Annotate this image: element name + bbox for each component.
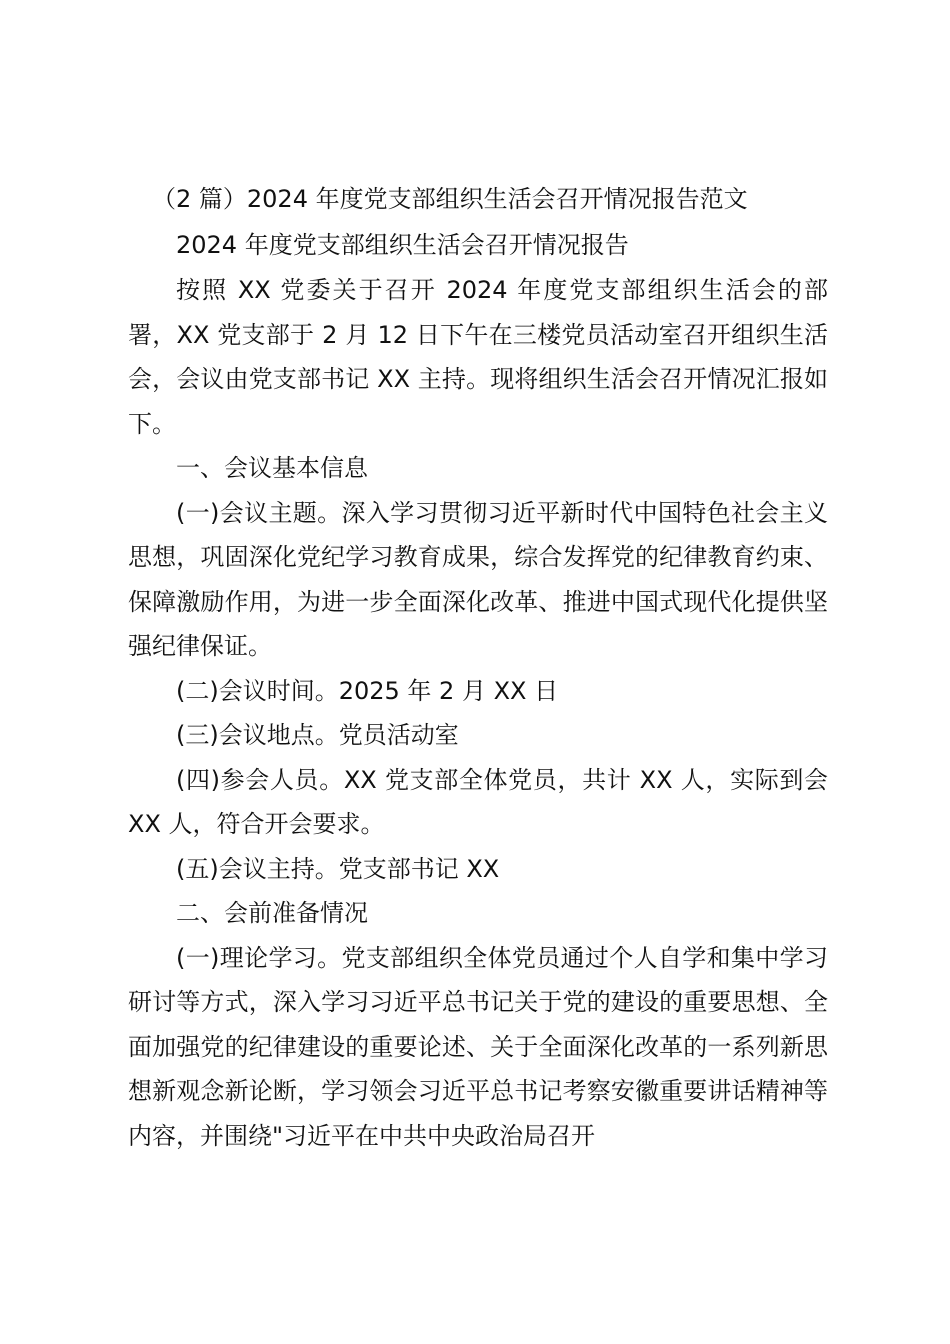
- meeting-theme-paragraph: (一)会议主题。深入学习贯彻习近平新时代中国特色社会主义思想，巩固深化党纪学习教育成果，综合发挥党的纪律教育约束、保障激励作用，为进一步全面深化改革、推进中国式现代化提供坚强纪律保证。: [128, 498, 828, 660]
- section-heading-preparation: 二、会前准备情况: [176, 899, 368, 927]
- meeting-time-paragraph: (二)会议时间。2025 年 2 月 XX 日: [176, 676, 559, 705]
- meeting-host-paragraph: (五)会议主持。党支部书记 XX: [176, 854, 500, 883]
- document-title: （2 篇）2024 年度党支部组织生活会召开情况报告范文: [152, 185, 748, 213]
- theory-study-paragraph: (一)理论学习。党支部组织全体党员通过个人自学和集中学习研讨等方式，深入学习习近平总书记关于党的建设的重要思想、全面加强党的纪律建设的重要论述、关于全面深化改革的一系列新思想新观念新论断，学习领会习近平总书记考察安徽重要讲话精神等内容，并围绕"习近平在中共中央政治局召开: [128, 943, 828, 1150]
- report-subtitle: 2024 年度党支部组织生活会召开情况报告: [176, 231, 629, 259]
- meeting-attendees-paragraph: (四)参会人员。XX 党支部全体党员，共计 XX 人，实际到会 XX 人，符合开会要求。: [128, 765, 828, 838]
- section-heading-meeting-info: 一、会议基本信息: [176, 454, 368, 482]
- intro-paragraph: 按照 XX 党委关于召开 2024 年度党支部组织生活会的部署，XX 党支部于 2 月 12 日下午在三楼党员活动室召开组织生活会，会议由党支部书记 XX 主持。现将组织生活会召开情况汇报如下。: [128, 276, 828, 438]
- meeting-location-paragraph: (三)会议地点。党员活动室: [176, 721, 459, 749]
- document-body: [128, 176, 828, 1158]
